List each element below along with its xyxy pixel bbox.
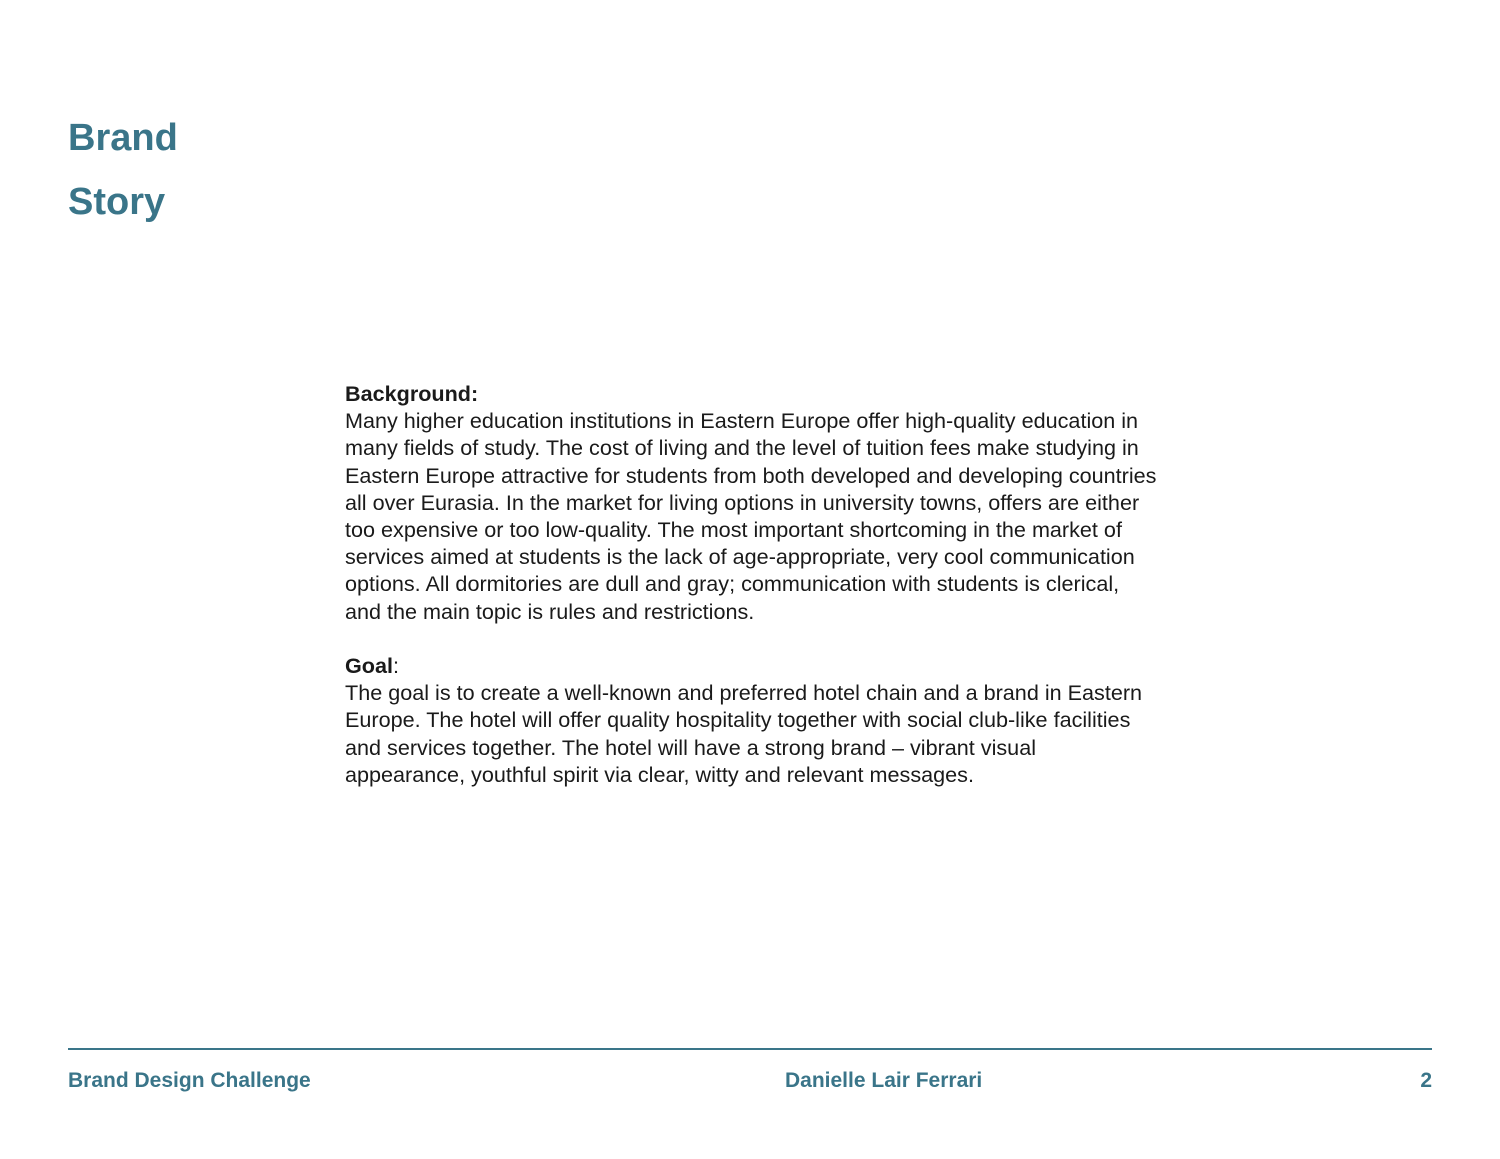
background-body: Many higher education institutions in Eastern Europe offer high-quality education in many fields of study. The cost of living and the level of tuition fees make studying in Eastern Europe attractive for students from both developed and developing countries all over Eurasia. In the market for living options in university towns, offers are either too expensive or too low-quality. The most important shortcoming in the market of services aimed at students is the lack of age-appropriate, very cool communication options. All dormitories are dull and gray; communication with students is clerical, and the main topic is rules and restrictions. (345, 408, 1157, 624)
background-heading: Background: (345, 381, 479, 406)
brand-story-content (345, 380, 1157, 788)
background-section (345, 380, 1157, 625)
goal-body: The goal is to create a well-known and preferred hotel chain and a brand in Eastern Europe. The hotel will offer quality hospitality together with social club-like facilities and services together. The hotel will have a strong brand – vibrant visual appearance, youthful spirit via clear, witty and relevant messages. (345, 680, 1143, 787)
goal-heading-line (345, 652, 1157, 679)
page-title-line-2: Story (68, 181, 166, 223)
page-title-line-1: Brand (68, 117, 178, 159)
goal-heading: Goal (345, 653, 393, 679)
footer-divider (68, 1048, 1432, 1050)
page-title (68, 106, 178, 234)
footer-project-title: Brand Design Challenge (68, 1069, 311, 1092)
footer-author-name: Danielle Lair Ferrari (785, 1069, 983, 1092)
goal-heading-colon: : (393, 653, 399, 679)
footer-page-number: 2 (1420, 1069, 1432, 1092)
goal-section (345, 652, 1157, 788)
